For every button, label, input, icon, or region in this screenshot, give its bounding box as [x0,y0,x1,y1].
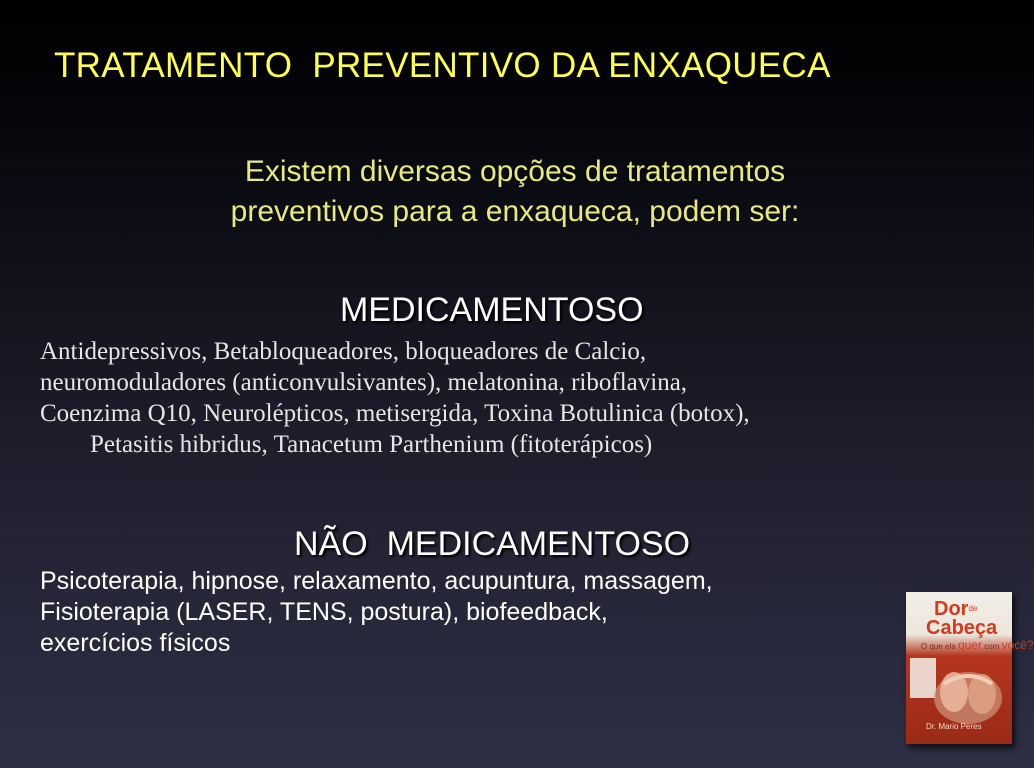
medicamentoso-list [40,336,1000,460]
book-title-de: de [968,604,978,613]
medicamentoso-line: Antidepressivos, Betabloqueadores, bloqueadores de Calcio, [40,338,647,365]
book-author: Dr. Mario Peres [926,722,982,731]
medicamentoso-line: neuromoduladores (anticonvulsivantes), melatonina, riboflavina, [40,369,688,396]
nao-medicamentoso-heading: NÃO MEDICAMENTOSO [294,525,691,563]
medicamentoso-line: Petasitis hibridus, Tanacetum Parthenium (fitoterápicos) [90,431,653,458]
medicamentoso-heading: MEDICAMENTOSO [340,291,644,329]
book-cover-image [906,592,1034,744]
nao-medicamentoso-list [40,566,920,659]
book-subtitle-part: com [984,642,1000,651]
slide-title: TRATAMENTO PREVENTIVO DA ENXAQUECA [54,46,831,85]
nao-medicamentoso-line: Fisioterapia (LASER, TENS, postura), biofeedback, [40,598,608,626]
intro-line: Existem diversas opções de tratamentos [244,155,786,188]
nao-medicamentoso-line: Psicoterapia, hipnose, relaxamento, acupuntura, massagem, [40,567,713,595]
book-title-dor: Dor [934,598,969,620]
book-subtitle-part: você? [1001,638,1034,652]
intro-line: preventivos para a enxaqueca, podem ser: [230,195,800,228]
book-title-line2: Cabeça [926,617,998,639]
medicamentoso-line: Coenzima Q10, Neurolépticos, metisergida, Toxina Botulinica (botox), [40,400,750,427]
book-subtitle [921,638,1034,652]
nao-medicamentoso-line: exercícios físicos [40,629,231,657]
book-subtitle-part: quer [957,638,982,652]
book-title-line1 [934,599,977,619]
intro-text [100,152,930,232]
hands-illustration [924,664,1012,730]
book-subtitle-part: O que ela [921,642,956,651]
